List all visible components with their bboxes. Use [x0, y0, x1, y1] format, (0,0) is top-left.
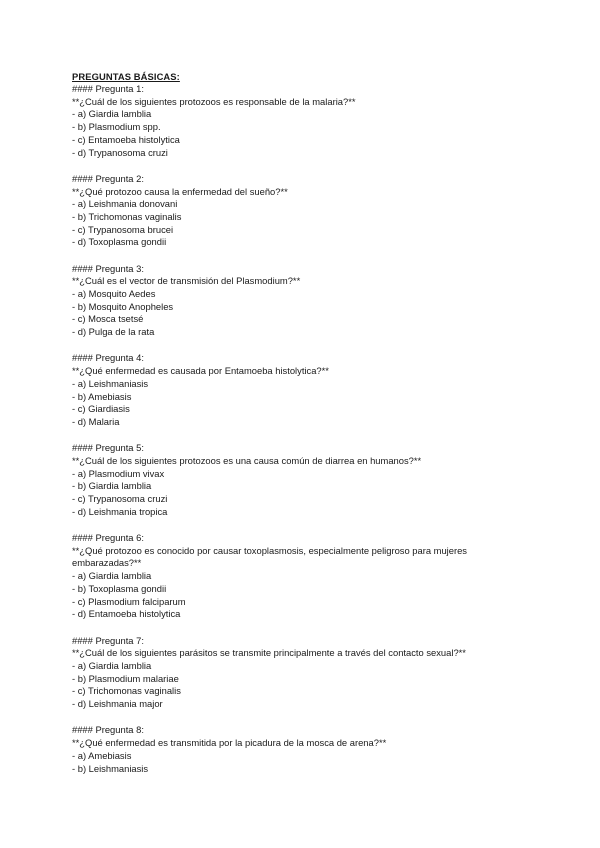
answer-option: - d) Malaria: [72, 415, 120, 427]
question-heading: #### Pregunta 8:: [72, 724, 144, 736]
question-heading: #### Pregunta 1:: [72, 83, 144, 94]
answer-option: - b) Trichomonas vaginalis: [72, 210, 182, 222]
question-text: **¿Cuál de los siguientes protozoos es una causa común de diarrea en humanos?**: [72, 454, 422, 466]
answer-option: - a) Giardia lamblia: [72, 570, 152, 582]
question-block: [72, 635, 530, 711]
answer-option: - d) Leishmania major: [72, 698, 163, 710]
question-text: **¿Cuál de los siguientes protozoos es responsable de la malaria?**: [72, 95, 356, 107]
answer-option: - a) Giardia lamblia: [72, 108, 152, 120]
question-heading: #### Pregunta 4:: [72, 352, 144, 364]
question-block: [72, 173, 530, 249]
answer-option: - d) Leishmania tropica: [72, 505, 168, 517]
answer-option: - b) Plasmodium spp.: [72, 121, 161, 133]
answer-option: - c) Trypanosoma brucei: [72, 223, 174, 235]
document-title: PREGUNTAS BÁSICAS:: [72, 71, 180, 82]
question-block: [72, 263, 530, 339]
answer-option: - d) Pulga de la rata: [72, 326, 155, 338]
question-heading: #### Pregunta 3:: [72, 262, 144, 274]
question-text: **¿Qué enfermedad es transmitida por la picadura de la mosca de arena?**: [72, 737, 387, 749]
question-heading: #### Pregunta 2:: [72, 172, 144, 184]
answer-option: - d) Entamoeba histolytica: [72, 608, 181, 620]
question-text: **¿Qué protozoo causa la enfermedad del sueño?**: [72, 185, 288, 197]
answer-option: - a) Plasmodium vivax: [72, 467, 165, 479]
answer-option: - c) Plasmodium falciparum: [72, 595, 186, 607]
question-block: [72, 724, 530, 775]
answer-option: - b) Mosquito Anopheles: [72, 300, 174, 312]
question-text: **¿Cuál es el vector de transmisión del Plasmodium?**: [72, 275, 301, 287]
question-text: **¿Qué enfermedad es causada por Entamoeba histolytica?**: [72, 365, 329, 377]
answer-option: - c) Trichomonas vaginalis: [72, 685, 181, 697]
question-heading: #### Pregunta 7:: [72, 634, 144, 646]
question-heading: #### Pregunta 6:: [72, 532, 144, 544]
answer-option: - a) Leishmania donovani: [72, 198, 178, 210]
question-text: **¿Cuál de los siguientes parásitos se transmite principalmente a través del contacto sexual?**: [72, 647, 466, 659]
answer-option: - b) Amebiasis: [72, 390, 132, 402]
answer-option: - b) Leishmaniasis: [72, 762, 149, 774]
question-block: [72, 352, 530, 428]
answer-option: - c) Entamoeba histolytica: [72, 133, 180, 145]
answer-option: - c) Giardiasis: [72, 403, 130, 415]
answer-option: - a) Giardia lamblia: [72, 659, 152, 671]
answer-option: - a) Amebiasis: [72, 749, 132, 761]
answer-option: - b) Giardia lamblia: [72, 480, 152, 492]
question-block: [72, 83, 530, 159]
answer-option: - d) Toxoplasma gondii: [72, 236, 167, 248]
answer-option: - b) Plasmodium malariae: [72, 672, 179, 684]
answer-option: - b) Toxoplasma gondii: [72, 582, 167, 594]
answer-option: - a) Mosquito Aedes: [72, 288, 156, 300]
question-block: [72, 532, 530, 621]
question-block: [72, 442, 530, 518]
question-heading: #### Pregunta 5:: [72, 442, 144, 454]
answer-option: - c) Trypanosoma cruzi: [72, 493, 168, 505]
answer-option: - a) Leishmaniasis: [72, 377, 149, 389]
answer-option: - c) Mosca tsetsé: [72, 313, 144, 325]
question-text: **¿Qué protozoo es conocido por causar toxoplasmosis, especialmente peligroso para mujeres embarazadas?**: [72, 544, 467, 569]
answer-option: - d) Trypanosoma cruzi: [72, 146, 168, 158]
